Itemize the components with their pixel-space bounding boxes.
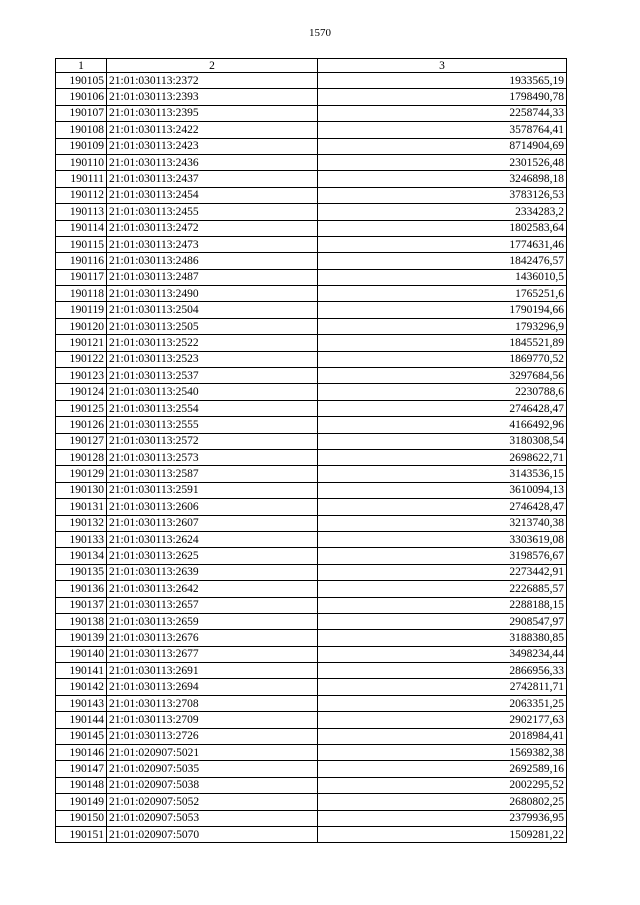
cadastral-number-cell: 21:01:030113:2625 (107, 548, 318, 564)
table-row (56, 335, 567, 351)
cadastral-number-cell: 21:01:020907:5021 (107, 745, 318, 761)
column-header-3: 3 (318, 59, 567, 73)
cadastral-value-cell: 1845521,89 (318, 335, 567, 351)
table-row (56, 384, 567, 400)
table-row (56, 482, 567, 498)
cadastral-value-cell: 3303619,08 (318, 531, 567, 547)
cadastral-number-cell: 21:01:030113:2606 (107, 499, 318, 515)
cadastral-value-cell: 1569382,38 (318, 745, 567, 761)
table-row (56, 712, 567, 728)
cadastral-value-cell: 2692589,16 (318, 761, 567, 777)
row-number-cell: 190148 (56, 777, 107, 793)
table-body (56, 73, 567, 843)
cadastral-value-cell: 2746428,47 (318, 499, 567, 515)
cadastral-number-cell: 21:01:030113:2372 (107, 73, 318, 89)
cadastral-value-cell: 3578764,41 (318, 122, 567, 138)
cadastral-number-cell: 21:01:030113:2455 (107, 204, 318, 220)
cadastral-value-cell: 1842476,57 (318, 253, 567, 269)
row-number-cell: 190130 (56, 482, 107, 498)
cadastral-number-cell: 21:01:030113:2422 (107, 122, 318, 138)
table-row (56, 351, 567, 367)
cadastral-number-cell: 21:01:030113:2642 (107, 581, 318, 597)
cadastral-number-cell: 21:01:030113:2572 (107, 433, 318, 449)
cadastral-value-table (55, 58, 567, 843)
table-row (56, 400, 567, 416)
cadastral-number-cell: 21:01:030113:2607 (107, 515, 318, 531)
cadastral-number-cell: 21:01:030113:2473 (107, 236, 318, 252)
cadastral-number-cell: 21:01:030113:2639 (107, 564, 318, 580)
row-number-cell: 190121 (56, 335, 107, 351)
cadastral-value-cell: 3610094,13 (318, 482, 567, 498)
table-row (56, 433, 567, 449)
row-number-cell: 190139 (56, 630, 107, 646)
cadastral-number-cell: 21:01:030113:2657 (107, 597, 318, 613)
cadastral-number-cell: 21:01:030113:2505 (107, 318, 318, 334)
cadastral-value-cell: 2379936,95 (318, 810, 567, 826)
table-row (56, 728, 567, 744)
row-number-cell: 190137 (56, 597, 107, 613)
cadastral-number-cell: 21:01:030113:2691 (107, 663, 318, 679)
row-number-cell: 190149 (56, 794, 107, 810)
row-number-cell: 190119 (56, 302, 107, 318)
cadastral-value-cell: 3498234,44 (318, 646, 567, 662)
row-number-cell: 190116 (56, 253, 107, 269)
cadastral-number-cell: 21:01:030113:2523 (107, 351, 318, 367)
cadastral-number-cell: 21:01:030113:2504 (107, 302, 318, 318)
row-number-cell: 190108 (56, 122, 107, 138)
cadastral-value-cell: 2002295,52 (318, 777, 567, 793)
table-header (56, 59, 567, 73)
cadastral-value-cell: 1798490,78 (318, 89, 567, 105)
cadastral-number-cell: 21:01:030113:2677 (107, 646, 318, 662)
row-number-cell: 190132 (56, 515, 107, 531)
cadastral-number-cell: 21:01:030113:2587 (107, 466, 318, 482)
cadastral-value-cell: 2230788,6 (318, 384, 567, 400)
row-number-cell: 190147 (56, 761, 107, 777)
cadastral-value-cell: 1765251,6 (318, 286, 567, 302)
row-number-cell: 190124 (56, 384, 107, 400)
row-number-cell: 190127 (56, 433, 107, 449)
row-number-cell: 190128 (56, 449, 107, 465)
row-number-cell: 190122 (56, 351, 107, 367)
table-row (56, 826, 567, 842)
cadastral-value-cell: 2866956,33 (318, 663, 567, 679)
cadastral-number-cell: 21:01:030113:2454 (107, 187, 318, 203)
row-number-cell: 190118 (56, 286, 107, 302)
row-number-cell: 190144 (56, 712, 107, 728)
table-row (56, 613, 567, 629)
table-row (56, 745, 567, 761)
table-row (56, 417, 567, 433)
row-number-cell: 190123 (56, 368, 107, 384)
cadastral-number-cell: 21:01:030113:2708 (107, 695, 318, 711)
cadastral-number-cell: 21:01:030113:2624 (107, 531, 318, 547)
row-number-cell: 190126 (56, 417, 107, 433)
table-row (56, 466, 567, 482)
cadastral-value-cell: 1790194,66 (318, 302, 567, 318)
row-number-cell: 190146 (56, 745, 107, 761)
cadastral-value-cell: 3213740,38 (318, 515, 567, 531)
cadastral-number-cell: 21:01:030113:2555 (107, 417, 318, 433)
cadastral-number-cell: 21:01:030113:2537 (107, 368, 318, 384)
table-row (56, 695, 567, 711)
cadastral-value-cell: 1802583,64 (318, 220, 567, 236)
table-row (56, 220, 567, 236)
cadastral-number-cell: 21:01:030113:2437 (107, 171, 318, 187)
column-header-1: 1 (56, 59, 107, 73)
table-row (56, 368, 567, 384)
cadastral-value-cell: 2018984,41 (318, 728, 567, 744)
table-row (56, 679, 567, 695)
table-row (56, 449, 567, 465)
row-number-cell: 190136 (56, 581, 107, 597)
row-number-cell: 190120 (56, 318, 107, 334)
cadastral-value-cell: 2063351,25 (318, 695, 567, 711)
cadastral-value-cell: 1509281,22 (318, 826, 567, 842)
table-row (56, 253, 567, 269)
cadastral-number-cell: 21:01:030113:2540 (107, 384, 318, 400)
cadastral-number-cell: 21:01:030113:2676 (107, 630, 318, 646)
table-row (56, 302, 567, 318)
cadastral-number-cell: 21:01:020907:5070 (107, 826, 318, 842)
cadastral-value-cell: 3783126,53 (318, 187, 567, 203)
cadastral-number-cell: 21:01:030113:2522 (107, 335, 318, 351)
cadastral-value-cell: 3198576,67 (318, 548, 567, 564)
cadastral-value-cell: 3246898,18 (318, 171, 567, 187)
cadastral-number-cell: 21:01:020907:5053 (107, 810, 318, 826)
row-number-cell: 190133 (56, 531, 107, 547)
table-row (56, 122, 567, 138)
cadastral-value-cell: 2334283,2 (318, 204, 567, 220)
cadastral-value-cell: 4166492,96 (318, 417, 567, 433)
table-row (56, 663, 567, 679)
cadastral-value-cell: 2742811,71 (318, 679, 567, 695)
table-row (56, 154, 567, 170)
cadastral-value-cell: 3143536,15 (318, 466, 567, 482)
row-number-cell: 190141 (56, 663, 107, 679)
cadastral-number-cell: 21:01:030113:2393 (107, 89, 318, 105)
cadastral-number-cell: 21:01:030113:2436 (107, 154, 318, 170)
row-number-cell: 190135 (56, 564, 107, 580)
cadastral-number-cell: 21:01:030113:2573 (107, 449, 318, 465)
cadastral-value-cell: 2273442,91 (318, 564, 567, 580)
table-row (56, 597, 567, 613)
row-number-cell: 190111 (56, 171, 107, 187)
cadastral-number-cell: 21:01:030113:2487 (107, 269, 318, 285)
table-row (56, 204, 567, 220)
table-row (56, 564, 567, 580)
row-number-cell: 190112 (56, 187, 107, 203)
cadastral-value-cell: 2301526,48 (318, 154, 567, 170)
row-number-cell: 190115 (56, 236, 107, 252)
table-row (56, 761, 567, 777)
row-number-cell: 190131 (56, 499, 107, 515)
row-number-cell: 190113 (56, 204, 107, 220)
cadastral-value-cell: 2258744,33 (318, 105, 567, 121)
cadastral-number-cell: 21:01:030113:2395 (107, 105, 318, 121)
table-row (56, 236, 567, 252)
cadastral-number-cell: 21:01:030113:2423 (107, 138, 318, 154)
header-row (56, 59, 567, 73)
page-number: 1570 (309, 27, 331, 39)
row-number-cell: 190106 (56, 89, 107, 105)
column-header-2: 2 (107, 59, 318, 73)
row-number-cell: 190114 (56, 220, 107, 236)
row-number-cell: 190105 (56, 73, 107, 89)
cadastral-number-cell: 21:01:030113:2554 (107, 400, 318, 416)
row-number-cell: 190151 (56, 826, 107, 842)
row-number-cell: 190129 (56, 466, 107, 482)
row-number-cell: 190140 (56, 646, 107, 662)
table-row (56, 499, 567, 515)
table-row (56, 794, 567, 810)
cadastral-value-cell: 2746428,47 (318, 400, 567, 416)
table-row (56, 810, 567, 826)
cadastral-number-cell: 21:01:030113:2726 (107, 728, 318, 744)
row-number-cell: 190107 (56, 105, 107, 121)
cadastral-number-cell: 21:01:030113:2490 (107, 286, 318, 302)
table-row (56, 630, 567, 646)
cadastral-value-cell: 2698622,71 (318, 449, 567, 465)
cadastral-number-cell: 21:01:020907:5052 (107, 794, 318, 810)
table-row (56, 105, 567, 121)
table-row (56, 581, 567, 597)
table-row (56, 646, 567, 662)
table-row (56, 171, 567, 187)
table-row (56, 548, 567, 564)
table-row (56, 138, 567, 154)
cadastral-value-cell: 2288188,15 (318, 597, 567, 613)
cadastral-number-cell: 21:01:030113:2591 (107, 482, 318, 498)
row-number-cell: 190125 (56, 400, 107, 416)
cadastral-value-cell: 2680802,25 (318, 794, 567, 810)
row-number-cell: 190150 (56, 810, 107, 826)
cadastral-number-cell: 21:01:020907:5038 (107, 777, 318, 793)
cadastral-number-cell: 21:01:020907:5035 (107, 761, 318, 777)
cadastral-number-cell: 21:01:030113:2659 (107, 613, 318, 629)
cadastral-number-cell: 21:01:030113:2694 (107, 679, 318, 695)
cadastral-number-cell: 21:01:030113:2486 (107, 253, 318, 269)
cadastral-value-cell: 1774631,46 (318, 236, 567, 252)
cadastral-value-cell: 3188380,85 (318, 630, 567, 646)
cadastral-value-cell: 1436010,5 (318, 269, 567, 285)
table-row (56, 318, 567, 334)
table-row (56, 286, 567, 302)
table-row (56, 515, 567, 531)
row-number-cell: 190143 (56, 695, 107, 711)
cadastral-value-cell: 1869770,52 (318, 351, 567, 367)
table-row (56, 777, 567, 793)
table-row (56, 187, 567, 203)
row-number-cell: 190145 (56, 728, 107, 744)
cadastral-value-cell: 1933565,19 (318, 73, 567, 89)
row-number-cell: 190110 (56, 154, 107, 170)
cadastral-value-cell: 8714904,69 (318, 138, 567, 154)
cadastral-value-cell: 3180308,54 (318, 433, 567, 449)
row-number-cell: 190142 (56, 679, 107, 695)
cadastral-number-cell: 21:01:030113:2709 (107, 712, 318, 728)
table-row (56, 89, 567, 105)
row-number-cell: 190109 (56, 138, 107, 154)
cadastral-value-cell: 1793296,9 (318, 318, 567, 334)
table-row (56, 531, 567, 547)
cadastral-value-cell: 2908547,97 (318, 613, 567, 629)
row-number-cell: 190134 (56, 548, 107, 564)
cadastral-value-cell: 3297684,56 (318, 368, 567, 384)
cadastral-value-cell: 2902177,63 (318, 712, 567, 728)
cadastral-number-cell: 21:01:030113:2472 (107, 220, 318, 236)
table-row (56, 73, 567, 89)
row-number-cell: 190117 (56, 269, 107, 285)
cadastral-value-cell: 2226885,57 (318, 581, 567, 597)
row-number-cell: 190138 (56, 613, 107, 629)
table-row (56, 269, 567, 285)
